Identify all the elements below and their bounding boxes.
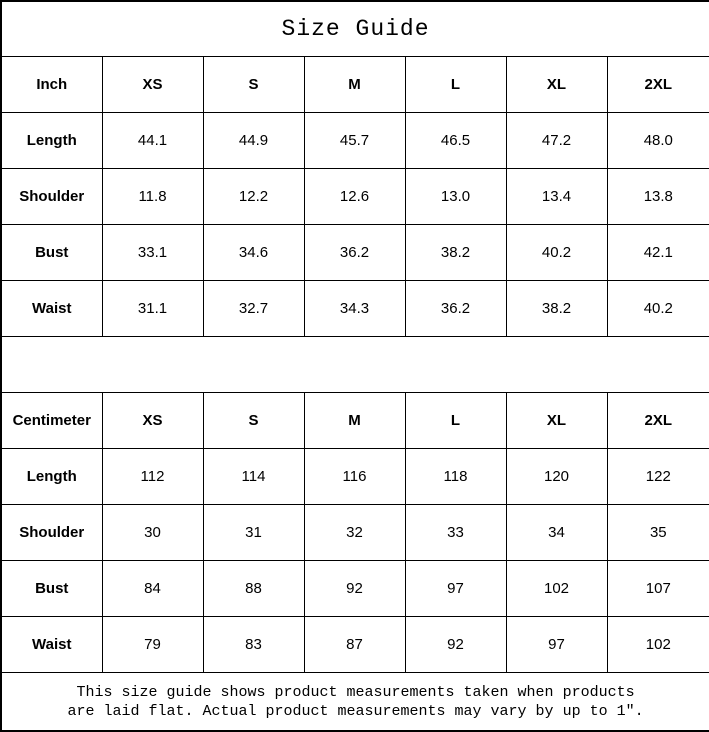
value-cell: 83 — [203, 616, 304, 672]
value-cell: 11.8 — [102, 168, 203, 224]
value-cell: 114 — [203, 448, 304, 504]
unit-header-centimeter: Centimeter — [1, 392, 102, 448]
value-cell: 32 — [304, 504, 405, 560]
value-cell: 122 — [607, 448, 709, 504]
value-cell: 35 — [607, 504, 709, 560]
value-cell: 44.9 — [203, 112, 304, 168]
size-header-m: M — [304, 56, 405, 112]
value-cell: 42.1 — [607, 224, 709, 280]
value-cell: 34 — [506, 504, 607, 560]
size-header-s: S — [203, 392, 304, 448]
spacer-row — [1, 336, 709, 392]
table-row-inch-waist — [1, 280, 709, 336]
size-header-xl: XL — [506, 392, 607, 448]
value-cell: 48.0 — [607, 112, 709, 168]
value-cell: 47.2 — [506, 112, 607, 168]
value-cell: 12.2 — [203, 168, 304, 224]
inch-header-row — [1, 56, 709, 112]
size-header-xl: XL — [506, 56, 607, 112]
size-header-l: L — [405, 56, 506, 112]
value-cell: 34.3 — [304, 280, 405, 336]
value-cell: 92 — [304, 560, 405, 616]
value-cell: 38.2 — [506, 280, 607, 336]
value-cell: 120 — [506, 448, 607, 504]
size-header-2xl: 2XL — [607, 56, 709, 112]
value-cell: 92 — [405, 616, 506, 672]
value-cell: 40.2 — [506, 224, 607, 280]
value-cell: 33.1 — [102, 224, 203, 280]
row-label: Bust — [1, 560, 102, 616]
size-header-s: S — [203, 56, 304, 112]
footer-note — [1, 672, 709, 731]
value-cell: 13.8 — [607, 168, 709, 224]
value-cell: 33 — [405, 504, 506, 560]
value-cell: 13.0 — [405, 168, 506, 224]
size-header-l: L — [405, 392, 506, 448]
unit-header-inch: Inch — [1, 56, 102, 112]
row-label: Waist — [1, 280, 102, 336]
value-cell: 32.7 — [203, 280, 304, 336]
row-label: Length — [1, 112, 102, 168]
title-row — [1, 1, 709, 56]
value-cell: 107 — [607, 560, 709, 616]
footer-note-line1: This size guide shows product measurements taken when products — [76, 684, 635, 702]
table-row-cm-waist — [1, 616, 709, 672]
value-cell: 36.2 — [304, 224, 405, 280]
size-header-m: M — [304, 392, 405, 448]
table-row-cm-shoulder — [1, 504, 709, 560]
row-label: Length — [1, 448, 102, 504]
value-cell: 36.2 — [405, 280, 506, 336]
table-row-cm-bust — [1, 560, 709, 616]
value-cell: 112 — [102, 448, 203, 504]
table-row-inch-bust — [1, 224, 709, 280]
value-cell: 30 — [102, 504, 203, 560]
footer-row — [1, 672, 709, 731]
value-cell: 44.1 — [102, 112, 203, 168]
value-cell: 38.2 — [405, 224, 506, 280]
size-header-xs: XS — [102, 56, 203, 112]
footer-note-line2: are laid flat. Actual product measurements may vary by up to 1″. — [67, 703, 644, 721]
size-header-2xl: 2XL — [607, 392, 709, 448]
value-cell: 102 — [607, 616, 709, 672]
value-cell: 40.2 — [607, 280, 709, 336]
value-cell: 88 — [203, 560, 304, 616]
value-cell: 102 — [506, 560, 607, 616]
table-row-inch-shoulder — [1, 168, 709, 224]
row-label: Shoulder — [1, 168, 102, 224]
spacer-cell — [1, 336, 709, 392]
value-cell: 87 — [304, 616, 405, 672]
value-cell: 97 — [506, 616, 607, 672]
value-cell: 116 — [304, 448, 405, 504]
value-cell: 31 — [203, 504, 304, 560]
value-cell: 12.6 — [304, 168, 405, 224]
value-cell: 13.4 — [506, 168, 607, 224]
value-cell: 34.6 — [203, 224, 304, 280]
row-label: Shoulder — [1, 504, 102, 560]
row-label: Bust — [1, 224, 102, 280]
value-cell: 84 — [102, 560, 203, 616]
size-header-xs: XS — [102, 392, 203, 448]
value-cell: 97 — [405, 560, 506, 616]
centimeter-header-row — [1, 392, 709, 448]
value-cell: 45.7 — [304, 112, 405, 168]
table-row-cm-length — [1, 448, 709, 504]
table-row-inch-length — [1, 112, 709, 168]
value-cell: 31.1 — [102, 280, 203, 336]
row-label: Waist — [1, 616, 102, 672]
value-cell: 79 — [102, 616, 203, 672]
value-cell: 118 — [405, 448, 506, 504]
page-title: Size Guide — [1, 1, 709, 56]
value-cell: 46.5 — [405, 112, 506, 168]
